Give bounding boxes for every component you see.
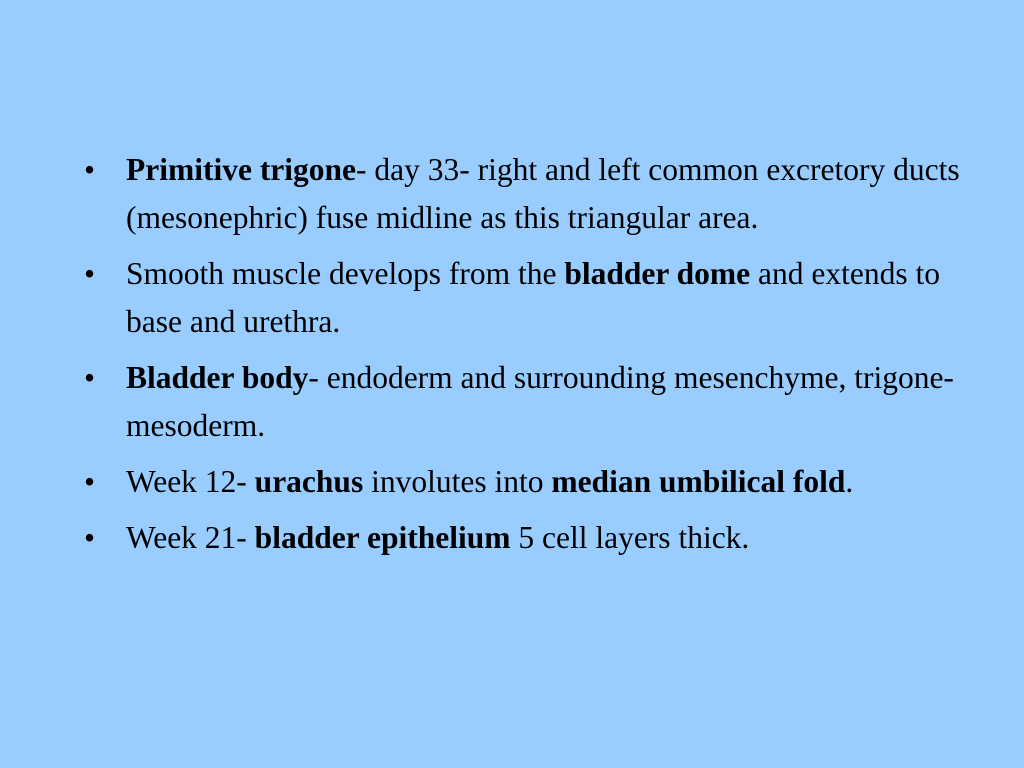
bullet-item [84,458,964,506]
bullet-item [84,354,964,450]
bullet-list [84,146,964,570]
bullet-text: . [845,464,854,499]
bullet-dot-icon: • [84,464,96,499]
bullet-dot-icon: • [84,152,96,187]
bullet-text-bold: bladder dome [564,256,751,291]
bullet-text: - day 33- right and left common excretory ducts (mesonephric) fuse midline as this triangular area. [126,152,960,235]
bullet-dot-icon: • [84,520,96,555]
bullet-text: involutes into [363,464,552,499]
bullet-text: - endoderm and surrounding mesenchyme, trigone- mesoderm. [126,360,954,443]
bullet-item [84,514,964,562]
bullet-item [84,146,964,242]
bullet-text: and extends to base and urethra. [126,256,940,339]
bullet-text-bold: Primitive trigone [126,152,357,187]
bullet-dot-icon: • [84,256,96,291]
bullet-text: Week 21- [126,520,255,555]
bullet-dot-icon: • [84,360,96,395]
bullet-text-bold: median umbilical fold [551,464,846,499]
bullet-text-bold: bladder epithelium [254,520,511,555]
bullet-text-bold: Bladder body [126,360,309,395]
bullet-text: Week 12- [126,464,255,499]
bullet-text: 5 cell layers thick. [510,520,750,555]
bullet-item [84,250,964,346]
bullet-text-bold: urachus [254,464,364,499]
bullet-text: Smooth muscle develops from the [126,256,565,291]
